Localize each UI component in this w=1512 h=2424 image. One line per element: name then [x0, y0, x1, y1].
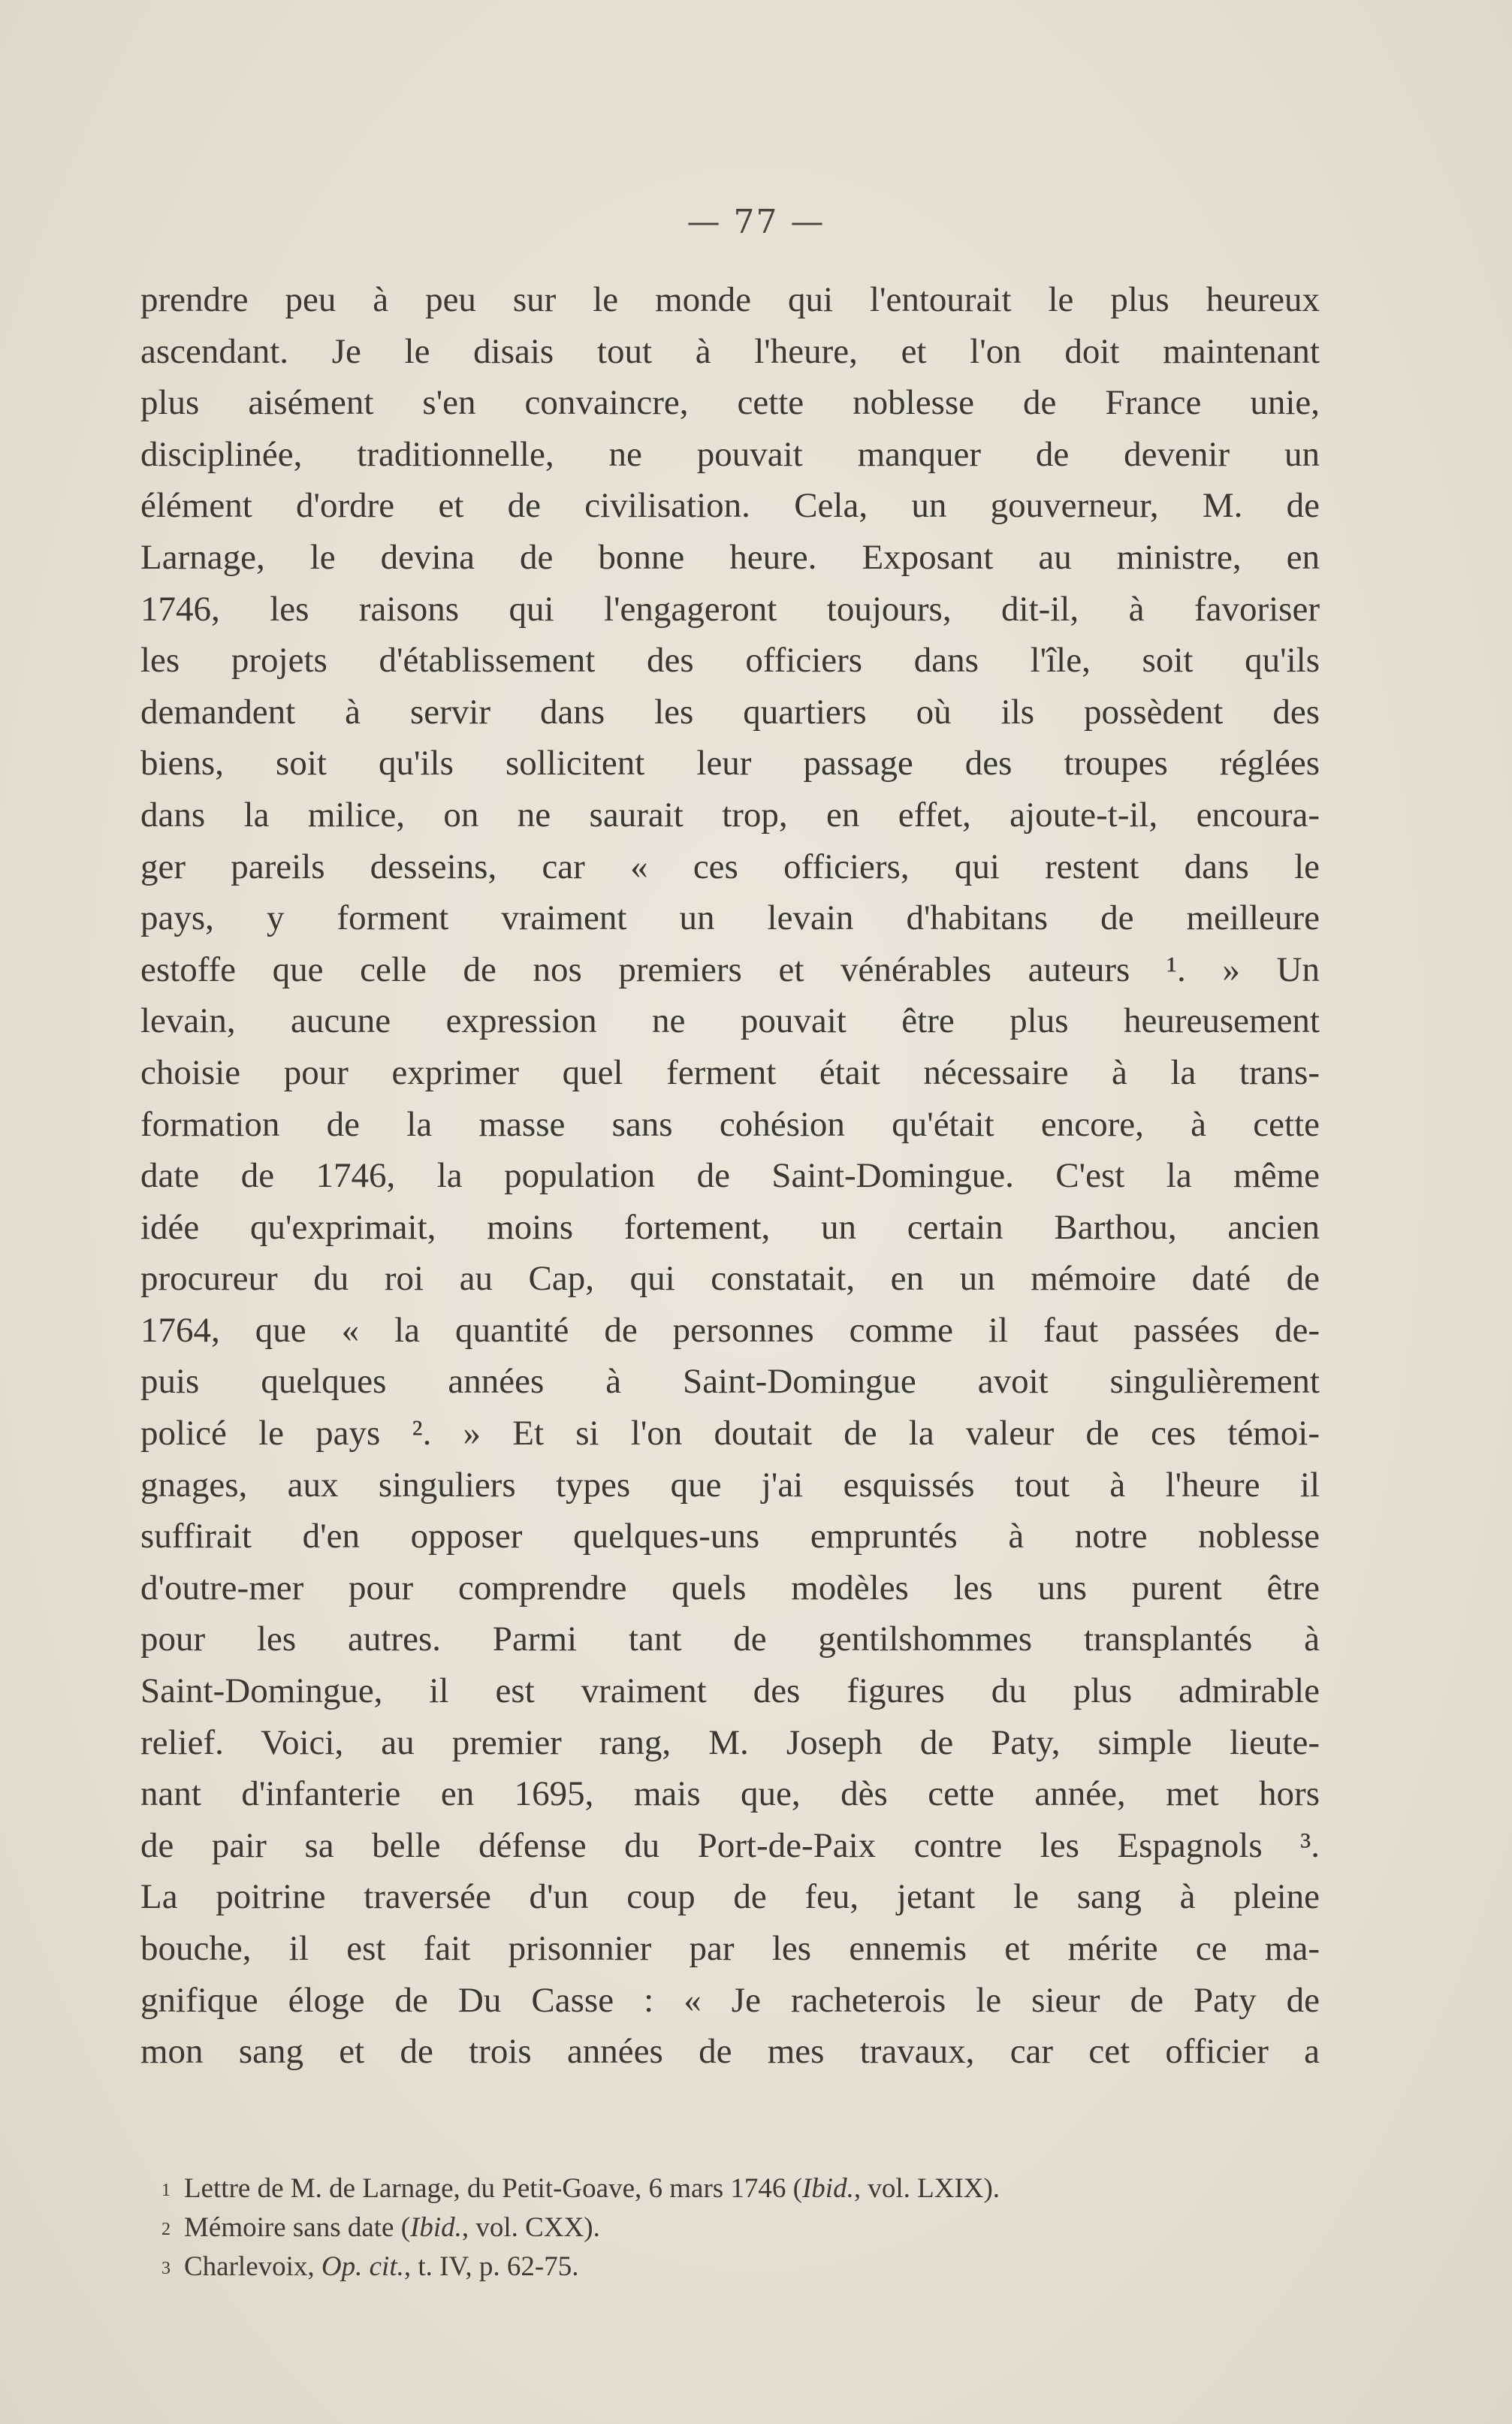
footnote-mark: 2: [161, 2220, 171, 2239]
body-text: [140, 274, 1320, 2078]
footnotes: [161, 2169, 1333, 2287]
text-line: pays, y forment vraiment un levain d'habitans de meilleure: [140, 898, 1320, 938]
text-line: gnifique éloge de Du Casse : « Je racheterois le sieur de Paty de: [140, 1980, 1320, 2020]
footnote-italic: Op. cit.: [321, 2251, 404, 2282]
footnote-text: Mémoire sans date (: [184, 2212, 411, 2243]
text-line: dans la milice, on ne saurait trop, en effet, ajoute-t-il, encoura-: [140, 795, 1320, 835]
text-line: Larnage, le devina de bonne heure. Exposant au ministre, en: [140, 537, 1320, 577]
text-line: bouche, il est fait prisonnier par les ennemis et mérite ce ma-: [140, 1929, 1320, 1968]
text-line: choisie pour exprimer quel ferment était nécessaire à la trans-: [140, 1052, 1320, 1092]
footnote-italic: Ibid.: [801, 2173, 854, 2204]
text-line: gnages, aux singuliers types que j'ai esquissés tout à l'heure il: [140, 1465, 1320, 1505]
text-line: plus aisément s'en convaincre, cette noblesse de France unie,: [140, 383, 1320, 423]
text-line: Saint-Domingue, il est vraiment des figures du plus admirable: [140, 1671, 1320, 1711]
text-line: nant d'infanterie en 1695, mais que, dès cette année, met hors: [140, 1774, 1320, 1814]
text-line: policé le pays ². » Et si l'on doutait de la valeur de ces témoi-: [140, 1414, 1320, 1453]
footnote-text: Charlevoix,: [184, 2251, 321, 2282]
text-line: prendre peu à peu sur le monde qui l'entourait le plus heureux: [140, 280, 1320, 319]
text-line: La poitrine traversée d'un coup de feu, jetant le sang à pleine: [140, 1877, 1320, 1917]
footnote-mark: 3: [161, 2259, 171, 2278]
text-line: idée qu'exprimait, moins fortement, un certain Barthou, ancien: [140, 1207, 1320, 1247]
footnote: [161, 2247, 1333, 2287]
text-line: date de 1746, la population de Saint-Domingue. C'est la même: [140, 1156, 1320, 1196]
footnote-text: , vol. CXX).: [461, 2212, 600, 2243]
text-line: d'outre-mer pour comprendre quels modèles les uns purent être: [140, 1568, 1320, 1607]
page-number: — 77 —: [687, 203, 825, 241]
footnote: [161, 2208, 1333, 2247]
text-line: demandent à servir dans les quartiers où ils possèdent des: [140, 692, 1320, 732]
text-line: ger pareils desseins, car « ces officiers, qui restent dans le: [140, 847, 1320, 886]
footnote-text: Lettre de M. de Larnage, du Petit-Goave, 6 mars 1746 (: [184, 2173, 802, 2204]
footnote-text: , t. IV, p. 62-75.: [403, 2251, 579, 2282]
footnote-mark: 1: [161, 2181, 171, 2200]
text-line: disciplinée, traditionnelle, ne pouvait manquer de devenir un: [140, 434, 1320, 474]
footnote-text: , vol. LXIX).: [853, 2173, 1000, 2204]
text-line: élément d'ordre et de civilisation. Cela, un gouverneur, M. de: [140, 486, 1320, 526]
footnote-italic: Ibid.: [410, 2212, 462, 2243]
text-line: suffirait d'en opposer quelques-uns empruntés à notre noblesse: [140, 1517, 1320, 1556]
text-line: les projets d'établissement des officiers dans l'île, soit qu'ils: [140, 641, 1320, 681]
text-line: pour les autres. Parmi tant de gentilshommes transplantés à: [140, 1620, 1320, 1659]
text-line: relief. Voici, au premier rang, M. Joseph de Paty, simple lieute-: [140, 1722, 1320, 1762]
text-line: procureur du roi au Cap, qui constatait, en un mémoire daté de: [140, 1259, 1320, 1299]
text-line: 1746, les raisons qui l'engageront toujours, dit-il, à favoriser: [140, 589, 1320, 629]
text-line: biens, soit qu'ils sollicitent leur passage des troupes réglées: [140, 744, 1320, 783]
text-line: ascendant. Je le disais tout à l'heure, et l'on doit maintenant: [140, 331, 1320, 371]
text-line: formation de la masse sans cohésion qu'était encore, à cette: [140, 1104, 1320, 1144]
text-line: levain, aucune expression ne pouvait être plus heureusement: [140, 1001, 1320, 1041]
text-line: puis quelques années à Saint-Domingue avoit singulièrement: [140, 1362, 1320, 1402]
text-line: 1764, que « la quantité de personnes comme il faut passées de-: [140, 1310, 1320, 1350]
text-line: estoffe que celle de nos premiers et vénérables auteurs ¹. » Un: [140, 949, 1320, 989]
footnote: [161, 2169, 1333, 2208]
text-line: de pair sa belle défense du Port-de-Paix contre les Espagnols ³.: [140, 1825, 1320, 1865]
text-line: mon sang et de trois années de mes travaux, car cet officier a: [140, 2032, 1320, 2072]
